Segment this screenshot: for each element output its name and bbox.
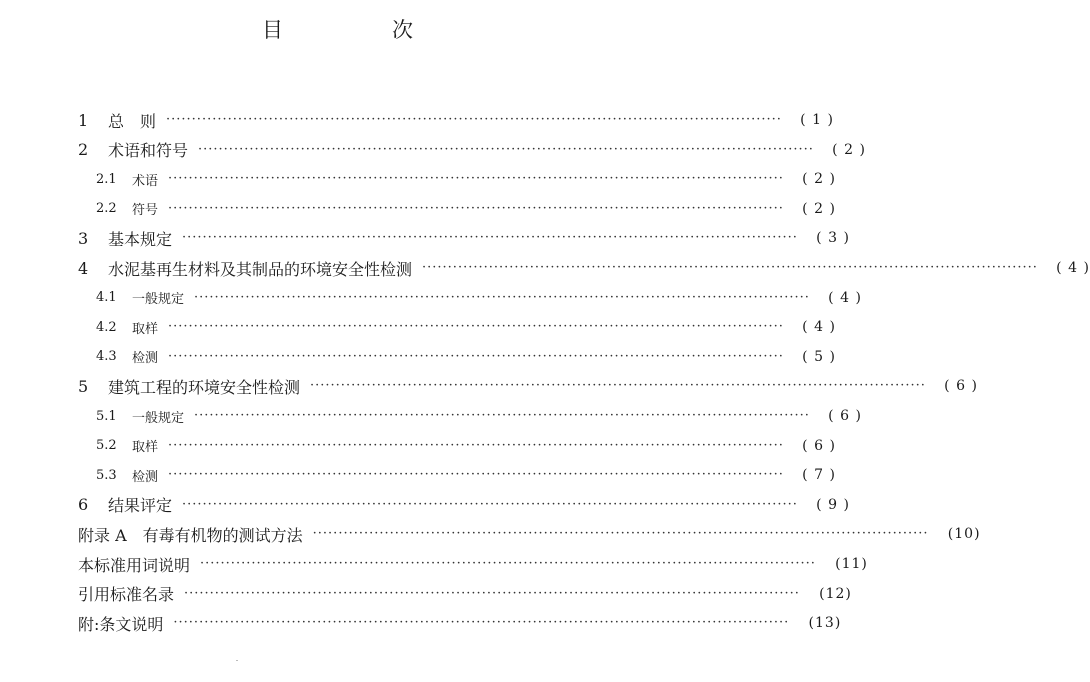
dot-leader: ························································································································: [194, 408, 810, 423]
toc-entry-title: 一般规定: [132, 410, 185, 426]
toc-entry-number: 2.2: [96, 201, 117, 217]
page-title: 目 次: [262, 18, 457, 42]
toc-entry-page: (11): [835, 556, 868, 572]
toc-entry-title: 总 则: [108, 111, 157, 131]
dot-leader: ························································································································: [200, 556, 816, 571]
toc-entry-title: 一般规定: [132, 292, 185, 308]
dot-leader: ························································································································: [182, 230, 798, 246]
toc-entry-page: ( 6 ): [828, 408, 862, 424]
dot-leader: ························································································································: [310, 378, 926, 394]
dot-leader: ························································································································: [173, 615, 790, 631]
toc-entry-number: 4: [78, 258, 89, 278]
toc-entry-page: ( 2 ): [832, 141, 866, 158]
toc-entry-title: 检测: [132, 351, 159, 367]
toc-entry-title: 建筑工程的环境安全性检测: [108, 377, 301, 397]
toc-entry-number: 6: [78, 495, 89, 515]
dot-leader: ························································································································: [168, 467, 784, 483]
toc-entry-number: 5: [78, 376, 89, 396]
toc-entry-page: ( 3 ): [816, 230, 850, 247]
toc-entry-page: ( 4 ): [828, 289, 862, 306]
dot-leader: ························································································································: [184, 585, 800, 601]
toc-entry: [78, 108, 834, 132]
toc-entry-page: ( 7 ): [802, 467, 836, 484]
toc-entry-number: 3: [78, 228, 89, 248]
toc-entry: [78, 463, 836, 487]
toc-entry-page: (10): [947, 526, 981, 543]
toc-entry-title: 术语: [132, 173, 159, 189]
toc-entry-number: 2.1: [96, 171, 117, 187]
toc-entry-page: (13): [808, 615, 842, 632]
toc-entry: [78, 167, 836, 191]
toc-entry-number: 5.2: [96, 438, 117, 454]
toc-entry: [78, 582, 852, 606]
dot-leader: ························································································································: [168, 171, 784, 187]
toc-entry: [78, 611, 842, 635]
toc-entry-title: 术语和符号: [108, 141, 189, 161]
toc-entry-page: ( 9 ): [816, 496, 850, 513]
toc-entry-title: 水泥基再生材料及其制品的环境安全性检测: [108, 259, 413, 279]
toc-entry-title: 本标准用词说明: [78, 555, 191, 575]
dot-leader: ························································································································: [312, 526, 929, 542]
dot-leader: ························································································································: [166, 112, 782, 127]
toc-entry-title: 取样: [132, 321, 159, 337]
dot-leader: ························································································································: [422, 260, 1038, 275]
toc-entry: [78, 552, 868, 576]
toc-entry: [78, 345, 836, 369]
toc-entry-page: ( 4 ): [1056, 260, 1090, 276]
toc-entry-page: ( 1 ): [800, 112, 834, 128]
toc-entry-number: 5.1: [96, 408, 117, 424]
toc-entry-number: 5.3: [96, 467, 117, 483]
toc-entry: [78, 493, 850, 517]
toc-entry: [78, 404, 862, 428]
dot-leader: ························································································································: [168, 437, 784, 453]
toc-entry-page: ( 6 ): [944, 378, 978, 395]
toc-entry-page: ( 6 ): [802, 437, 836, 454]
toc-entry-page: ( 4 ): [802, 319, 836, 336]
scan-speck: [236, 660, 238, 661]
toc-entry: [78, 315, 836, 339]
toc-entry-title: 基本规定: [108, 229, 173, 249]
toc-entry-title: 符号: [132, 203, 159, 219]
toc-entry-number: 4.3: [96, 349, 117, 365]
toc-entry-number: 4.2: [96, 319, 117, 335]
toc-entry: [78, 226, 850, 250]
toc-entry-number: 1: [78, 110, 89, 130]
toc-entry: [78, 256, 1090, 280]
toc-entry: [78, 374, 978, 398]
toc-entry-title: 附:条文说明: [78, 614, 164, 634]
dot-leader: ························································································································: [168, 319, 784, 335]
toc-entry-page: (12): [819, 585, 852, 602]
toc-entry: [78, 434, 836, 458]
dot-leader: ························································································································: [198, 141, 814, 157]
toc-entry-number: 2: [78, 140, 89, 160]
toc-entry: [78, 522, 981, 546]
toc-entry: [78, 286, 862, 310]
toc-entry-title: 附录 A 有毒有机物的测试方法: [78, 525, 303, 545]
toc-entry-title: 检测: [132, 469, 159, 485]
dot-leader: ························································································································: [168, 200, 784, 216]
toc-entry-title: 取样: [132, 440, 159, 456]
toc-entry-page: ( 2 ): [802, 200, 836, 217]
dot-leader: ························································································································: [194, 289, 810, 305]
toc-entry-title: 结果评定: [108, 496, 173, 516]
toc-entry-title: 引用标准名录: [78, 585, 175, 605]
toc-entry-number: 4.1: [96, 290, 117, 306]
dot-leader: ························································································································: [168, 348, 784, 364]
toc-entry-page: ( 5 ): [802, 348, 836, 365]
toc-entry: [78, 197, 836, 221]
toc-entry-page: ( 2 ): [802, 171, 836, 188]
toc-entry: [78, 138, 866, 162]
dot-leader: ························································································································: [182, 496, 798, 512]
